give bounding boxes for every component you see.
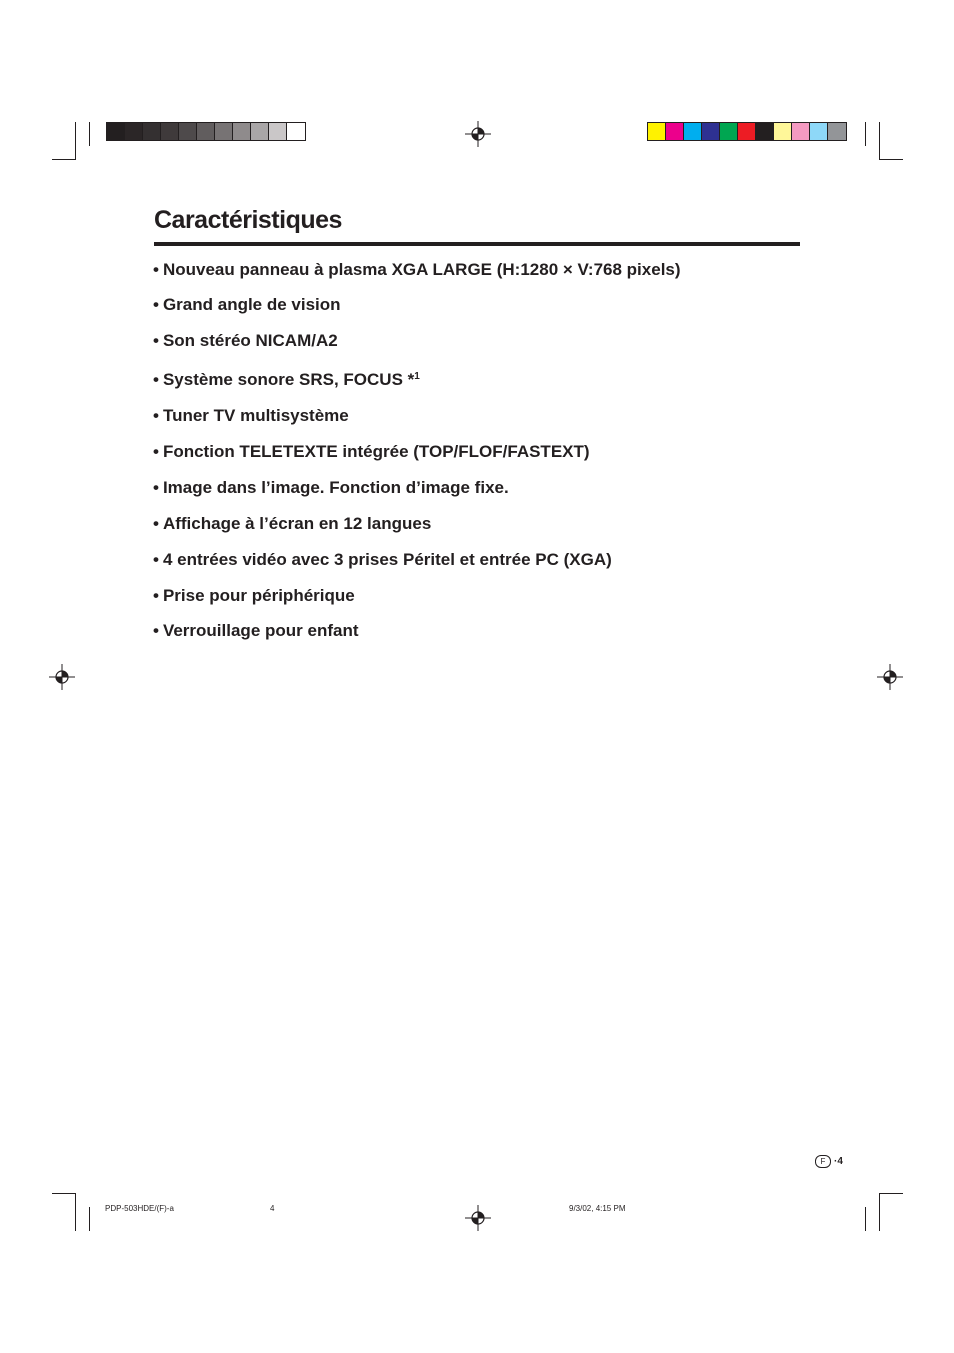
page-number-value: ·4 [834, 1156, 843, 1167]
calibration-swatch [215, 123, 233, 140]
calibration-swatch [197, 123, 215, 140]
feature-item: • Tuner TV multisystème [153, 406, 349, 425]
calibration-swatch [287, 123, 305, 140]
calibration-swatch [269, 123, 287, 140]
crop-mark [865, 122, 866, 146]
crop-mark [879, 1193, 903, 1194]
slug-datetime: 9/3/02, 4:15 PM [569, 1204, 626, 1213]
calibration-swatch [792, 123, 810, 140]
crop-mark [75, 122, 76, 160]
calibration-swatch [107, 123, 125, 140]
calibration-swatch [233, 123, 251, 140]
page-number [815, 1155, 843, 1168]
title-underline [154, 242, 800, 246]
feature-item: • Affichage à l’écran en 12 langues [153, 514, 432, 533]
crop-mark [89, 122, 90, 146]
registration-mark-icon [49, 664, 75, 690]
crop-mark [879, 159, 903, 160]
feature-item: • Grand angle de vision [153, 295, 341, 314]
feature-item: • Image dans l’image. Fonction d’image fixe. [153, 478, 509, 497]
feature-item: • Fonction TELETEXTE intégrée (TOP/FLOF/FASTEXT) [153, 442, 590, 461]
calibration-swatch [179, 123, 197, 140]
feature-item: • Système sonore SRS, FOCUS *$^1$ [153, 370, 420, 389]
language-badge: F [815, 1155, 831, 1168]
slug-page: 4 [270, 1204, 275, 1213]
calibration-swatch [161, 123, 179, 140]
footnote-marker: 1 [414, 371, 420, 382]
calibration-swatch [125, 123, 143, 140]
crop-mark [89, 1207, 90, 1231]
calibration-swatch [828, 123, 846, 140]
calibration-swatch [756, 123, 774, 140]
calibration-swatch [143, 123, 161, 140]
feature-item: • Verrouillage pour enfant [153, 621, 359, 640]
page-title: Caractéristiques [154, 206, 342, 234]
calibration-swatch [702, 123, 720, 140]
calibration-swatch [738, 123, 756, 140]
crop-mark [75, 1193, 76, 1231]
calibration-swatch [666, 123, 684, 140]
registration-mark-icon [877, 664, 903, 690]
calibration-swatch [251, 123, 269, 140]
crop-mark [879, 122, 880, 160]
color-calibration-bar [647, 122, 847, 141]
feature-item: • Nouveau panneau à plasma XGA LARGE (H:1280 × V:768 pixels) [153, 260, 681, 279]
slug-filename: PDP-503HDE/(F)-a [105, 1204, 174, 1213]
grayscale-calibration-bar [106, 122, 306, 141]
crop-mark [879, 1193, 880, 1231]
calibration-swatch [774, 123, 792, 140]
feature-item: • Son stéréo NICAM/A2 [153, 331, 338, 350]
registration-mark-icon [465, 121, 491, 147]
crop-mark [52, 159, 76, 160]
registration-mark-icon [465, 1205, 491, 1231]
calibration-swatch [720, 123, 738, 140]
feature-item: • Prise pour périphérique [153, 586, 355, 605]
calibration-swatch [684, 123, 702, 140]
crop-mark [865, 1207, 866, 1231]
feature-item: • 4 entrées vidéo avec 3 prises Péritel et entrée PC (XGA) [153, 550, 612, 569]
crop-mark [52, 1193, 76, 1194]
calibration-swatch [648, 123, 666, 140]
calibration-swatch [810, 123, 828, 140]
